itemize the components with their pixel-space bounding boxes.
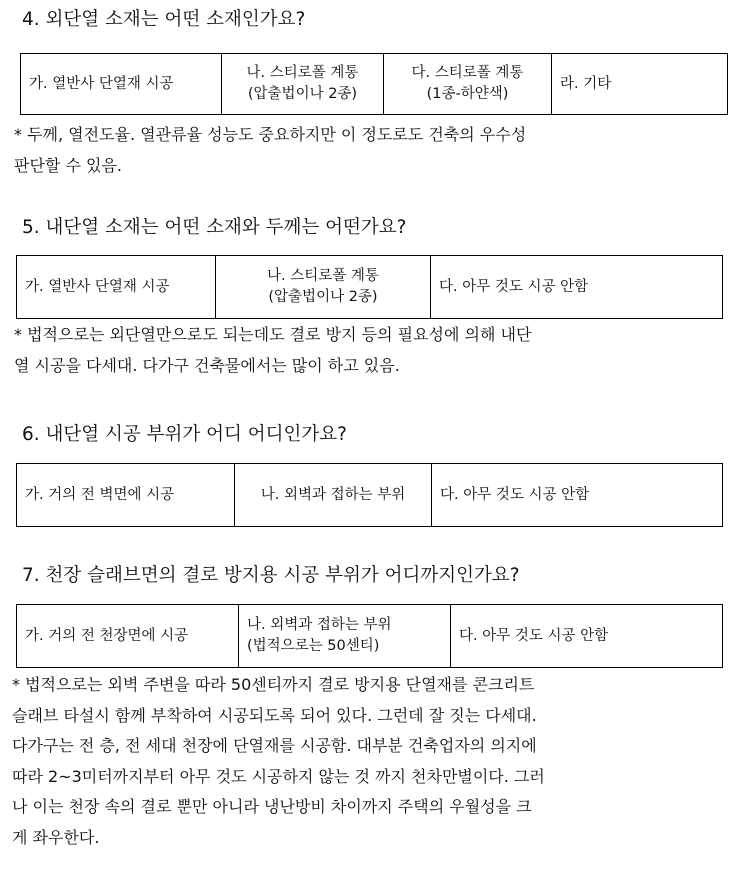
q7-note-line-4: 따라 2~3미터까지부터 아무 것도 시공하지 않는 것 까지 천차만별이다. 그러 [12, 766, 545, 786]
q7-option-b [239, 605, 451, 668]
q4-option-a-label: 가. 열반사 단열재 시공 [29, 75, 174, 92]
q4-note-line-1: * 두께, 열전도율. 열관류율 성능도 중요하지만 이 정도로도 건축의 우수성 [14, 125, 527, 144]
q6-option-c-label: 다. 아무 것도 시공 안함 [440, 486, 590, 503]
q7-option-a-label: 가. 거의 전 천장면에 시공 [25, 627, 189, 644]
question-5-options [16, 255, 723, 319]
q7-option-a [17, 605, 239, 668]
q7-note-line-3: 다가구는 전 층, 전 세대 천장에 단열재를 시공함. 대부분 건축업자의 의지에 [12, 736, 537, 755]
q6-option-a [17, 464, 235, 527]
question-7-note [12, 670, 720, 853]
q5-option-c-label: 다. 아무 것도 시공 안함 [439, 278, 589, 295]
question-4-title: 4. 외단열 소재는 어떤 소재인가요? [22, 9, 306, 30]
question-5-title: 5. 내단열 소재는 어떤 소재와 두께는 어떤가요? [22, 217, 407, 238]
q5-option-c [431, 256, 723, 319]
q4-option-d-label: 라. 기타 [560, 75, 612, 92]
question-7-title: 7. 천장 슬래브면의 결로 방지용 시공 부위가 어디까지인가요? [22, 565, 520, 586]
q5-note-line-1: * 법적으로는 외단열만으로도 되는데도 결로 방지 등의 필요성에 의해 내단 [14, 325, 532, 344]
q4-option-b-line2: (압출법이나 2종) [247, 86, 358, 102]
q4-option-c-line1: 다. 스티로폴 계통 [411, 65, 524, 81]
q6-option-b [235, 464, 432, 527]
q4-option-d [552, 54, 728, 115]
q5-option-b [216, 256, 431, 319]
q6-option-c [432, 464, 723, 527]
question-7-options [16, 604, 723, 668]
q5-option-a-label: 가. 열반사 단열재 시공 [25, 278, 170, 295]
q6-option-a-label: 가. 거의 전 벽면에 시공 [25, 486, 175, 503]
q7-option-b-line1: 나. 외벽과 접하는 부위 [247, 617, 392, 633]
q7-option-b-line2: (법적으로는 50센티) [247, 638, 380, 654]
question-4-options [20, 53, 728, 115]
q4-note-line-2: 판단할 수 있음. [14, 155, 122, 175]
q5-option-a [17, 256, 216, 319]
q4-option-c [384, 54, 552, 115]
q7-option-c [451, 605, 723, 668]
q4-option-b-line1: 나. 스티로폴 계통 [246, 65, 359, 81]
question-6-options [16, 463, 723, 527]
q7-note-line-6: 게 좌우한다. [12, 827, 100, 847]
q4-option-b [222, 54, 384, 115]
q7-note-line-5: 나 이는 천장 속의 결로 뿐만 아니라 냉난방비 차이까지 주택의 우월성을 크 [12, 797, 532, 816]
q5-option-b-line1: 나. 스티로폴 계통 [267, 268, 379, 284]
q5-option-b-line2: (압출법이나 2종) [268, 289, 378, 305]
q7-note-line-2: 슬래브 타설시 함께 부착하여 시공되도록 되어 있다. 그런데 잘 짓는 다세대. [12, 705, 537, 725]
question-4-note [14, 120, 722, 181]
q4-option-a [21, 54, 222, 115]
question-5-note [14, 320, 722, 381]
q5-note-line-2: 열 시공을 다세대. 다가구 건축물에서는 많이 하고 있음. [14, 355, 400, 375]
question-6-title: 6. 내단열 시공 부위가 어디 어디인가요? [22, 424, 347, 445]
q7-note-line-1: * 법적으로는 외벽 주변을 따라 50센티까지 결로 방지용 단열재를 콘크리트 [12, 675, 535, 694]
q6-option-b-label: 나. 외벽과 접하는 부위 [260, 486, 406, 503]
q7-option-c-label: 다. 아무 것도 시공 안함 [459, 627, 609, 644]
q4-option-c-line2: (1종-하얀색) [426, 86, 509, 102]
